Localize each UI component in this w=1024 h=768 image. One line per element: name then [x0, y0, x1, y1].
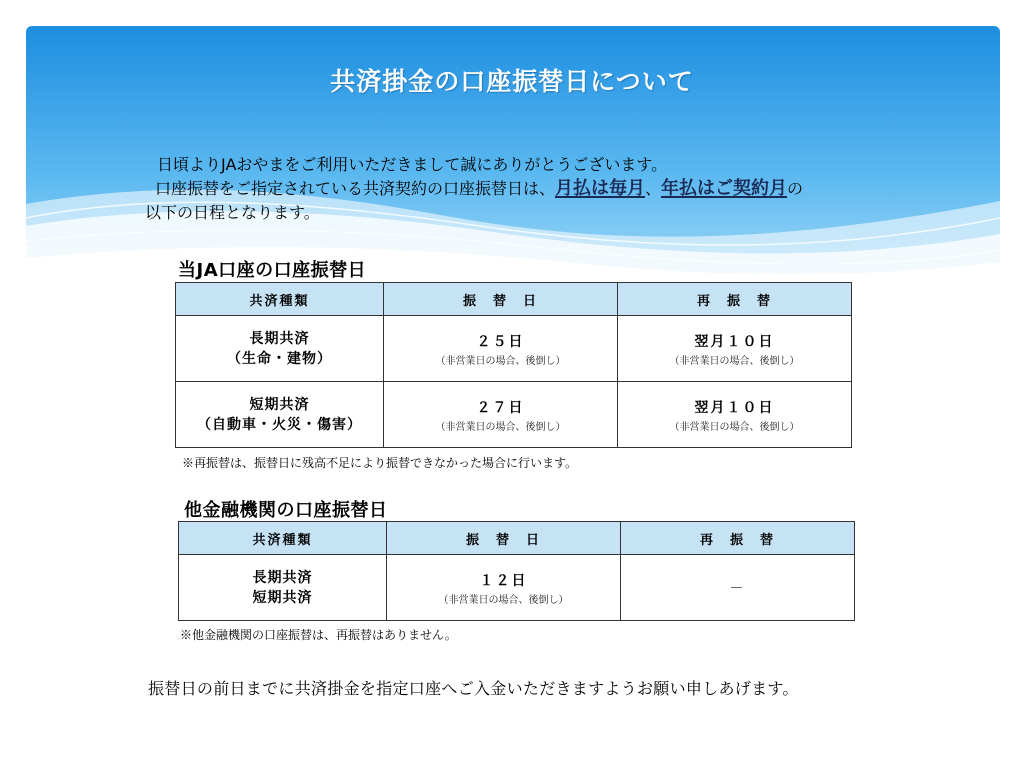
header-retry: 再 振 替	[618, 283, 852, 316]
transfer-day: １２日	[479, 572, 528, 589]
table-header-row	[176, 283, 852, 316]
other-section-note: ※他金融機関の口座振替は、再振替はありません。	[180, 628, 457, 642]
kind-name-2: 短期共済	[252, 589, 313, 606]
day-cell	[384, 316, 618, 382]
table-row	[176, 382, 852, 448]
retry-cell	[621, 555, 855, 621]
day-cell	[387, 555, 621, 621]
retry-cell	[618, 316, 852, 382]
highlight-monthly: 月払は毎月	[555, 178, 646, 199]
header-day: 振 替 日	[384, 283, 618, 316]
ja-section-title: 当JA口座の口座振替日	[178, 260, 367, 281]
table-row	[176, 316, 852, 382]
header-kind: 共済種類	[179, 522, 387, 555]
header-kind: 共済種類	[176, 283, 384, 316]
kind-name: 短期共済	[249, 396, 310, 413]
kind-detail: （自動車・火災・傷害）	[197, 416, 362, 433]
transfer-day: ２７日	[476, 399, 525, 416]
other-schedule-table	[178, 521, 855, 621]
intro-text	[145, 153, 995, 225]
retry-day: 翌月１０日	[694, 399, 775, 416]
kind-name: 長期共済	[249, 330, 310, 347]
transfer-day-note: （非営業日の場合、後倒し）	[435, 421, 566, 433]
kind-cell	[176, 316, 384, 382]
kind-detail: （生命・建物）	[227, 350, 332, 367]
intro-line-2-text: 口座振替をご指定されている共済契約の口座振替日は、	[155, 179, 556, 198]
page-title: 共済掛金の口座振替日について	[330, 67, 694, 96]
highlight-yearly: 年払はご契約月	[661, 178, 788, 199]
kind-cell	[176, 382, 384, 448]
table-header-row	[179, 522, 855, 555]
intro-separator: 、	[645, 179, 662, 198]
retry-day: －	[729, 580, 746, 597]
transfer-day: ２５日	[476, 333, 525, 350]
intro-line-2	[145, 177, 995, 201]
intro-line-3: 以下の日程となります。	[145, 203, 320, 222]
closing-text: 振替日の前日までに共済掛金を指定口座へご入金いただきますようお願い申しあげます。	[148, 679, 799, 698]
intro-line-1: 日頃よりJAおやまをご利用いただきまして誠にありがとうございます。	[157, 155, 668, 174]
header-day: 振 替 日	[387, 522, 621, 555]
retry-day-note: （非営業日の場合、後倒し）	[669, 355, 800, 367]
retry-day: 翌月１０日	[694, 333, 775, 350]
transfer-day-note: （非営業日の場合、後倒し）	[435, 355, 566, 367]
day-cell	[384, 382, 618, 448]
ja-section-note: ※再振替は、振替日に残高不足により振替できなかった場合に行います。	[182, 456, 578, 470]
kind-cell	[179, 555, 387, 621]
retry-cell	[618, 382, 852, 448]
ja-schedule-table	[175, 282, 852, 448]
transfer-day-note: （非営業日の場合、後倒し）	[438, 594, 569, 606]
intro-line-2-end: の	[787, 179, 804, 198]
kind-name: 長期共済	[252, 569, 313, 586]
table-row	[179, 555, 855, 621]
header-retry: 再 振 替	[621, 522, 855, 555]
other-section-title: 他金融機関の口座振替日	[184, 500, 388, 521]
retry-day-note: （非営業日の場合、後倒し）	[669, 421, 800, 433]
